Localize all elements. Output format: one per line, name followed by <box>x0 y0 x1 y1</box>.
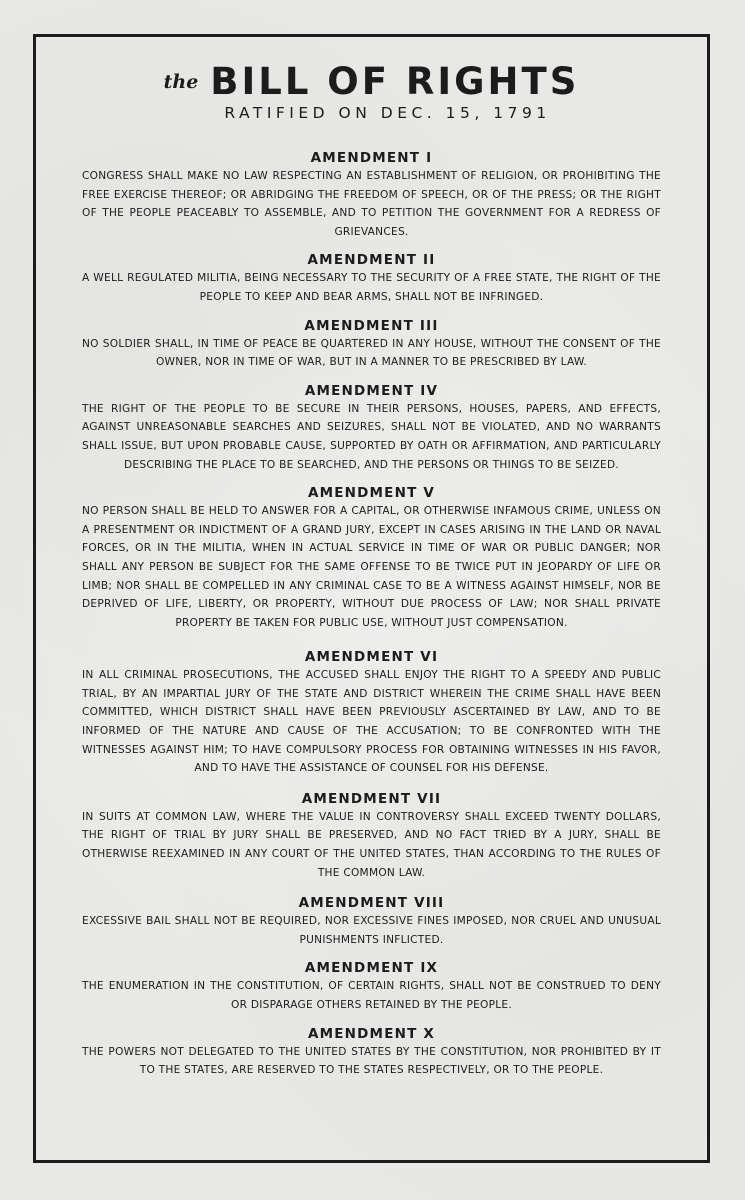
amendment-5 <box>82 484 661 632</box>
amendment-9 <box>82 959 661 1014</box>
page-subtitle: RATIFIED ON DEC. 15, 1791 <box>224 104 551 122</box>
amendment-title: AMENDMENT VIII <box>298 895 445 912</box>
amendment-title: AMENDMENT IX <box>304 960 439 977</box>
amendment-text: A WELL REGULATED MILITIA, BEING NECESSARY TO THE SECURITY OF A FREE STATE, THE RIGHT OF THE PEOPLE TO KEEP AND BEAR ARMS, SHALL NOT BE INFRINGED. <box>82 272 661 303</box>
amendment-3 <box>82 317 661 372</box>
amendment-text: NO SOLDIER SHALL, IN TIME OF PEACE BE QUARTERED IN ANY HOUSE, WITHOUT THE CONSENT OF THE OWNER, NOR IN TIME OF WAR, BUT IN A MANNER TO BE PRESCRIBED BY LAW. <box>82 337 661 369</box>
amendment-text: IN ALL CRIMINAL PROSECUTIONS, THE ACCUSED SHALL ENJOY THE RIGHT TO A SPEEDY AND PUBLIC TRIAL, BY AN IMPARTIAL JURY OF THE STATE AND DISTRICT WHEREIN THE CRIME SHALL HAVE BEEN COMMITTED, WHICH DISTRICT SHALL HAVE BEEN PREVIOUSLY ASCERTAINED BY LAW, AND TO BE INFORMED OF THE NATURE AND CAUSE OF THE ACCUSATION; TO BE CONFRONTED WITH THE WITNESSES AGAINST HIM; TO HAVE COMPULSORY PROCESS FOR OBTAINING WITNESSES IN HIS FAVOR, AND TO HAVE THE ASSISTANCE OF COUNSEL FOR HIS DEFENSE. <box>82 669 661 775</box>
amendment-1 <box>82 149 661 241</box>
title-prefix: the <box>163 71 199 93</box>
amendment-text: THE RIGHT OF THE PEOPLE TO BE SECURE IN THEIR PERSONS, HOUSES, PAPERS, AND EFFECTS, AGAINST UNREASONABLE SEARCHES AND SEIZURES, SHALL NOT BE VIOLATED, AND NO WARRANTS SHALL ISSUE, BUT UPON PROBABLE CAUSE, SUPPORTED BY OATH OR AFFIRMATION, AND PARTICULARLY DESCRIBING THE PLACE TO BE SEARCHED, AND THE PERSONS OR THINGS TO BE SEIZED. <box>82 402 661 471</box>
amendment-8 <box>82 894 661 949</box>
amendment-title: AMENDMENT VII <box>301 790 442 807</box>
amendment-text: EXCESSIVE BAIL SHALL NOT BE REQUIRED, NOR EXCESSIVE FINES IMPOSED, NOR CRUEL AND UNUSUAL PUNISHMENTS INFLICTED. <box>82 915 661 946</box>
amendment-6 <box>82 648 661 778</box>
header <box>36 62 707 122</box>
amendment-text: THE POWERS NOT DELEGATED TO THE UNITED STATES BY THE CONSTITUTION, NOR PROHIBITED BY IT TO THE STATES, ARE RESERVED TO THE STATES RESPECTIVELY, OR TO THE PEOPLE. <box>82 1045 661 1077</box>
amendment-4 <box>82 382 661 474</box>
amendment-10 <box>82 1025 661 1080</box>
amendment-title: AMENDMENT VI <box>304 649 439 666</box>
amendment-text: NO PERSON SHALL BE HELD TO ANSWER FOR A CAPITAL, OR OTHERWISE INFAMOUS CRIME, UNLESS ON A PRESENTMENT OR INDICTMENT OF A GRAND JURY, EXCEPT IN CASES ARISING IN THE LAND OR NAVAL FORCES, OR IN THE MILITIA, WHEN IN ACTUAL SERVICE IN TIME OF WAR OR PUBLIC DANGER; NOR SHALL ANY PERSON BE SUBJECT FOR THE SAME OFFENSE TO BE TWICE PUT IN JEOPARDY OF LIFE OR LIMB; NOR SHALL BE COMPELLED IN ANY CRIMINAL CASE TO BE A WITNESS AGAINST HIMSELF, NOR BE DEPRIVED OF LIFE, LIBERTY, OR PROPERTY, WITHOUT DUE PROCESS OF LAW; NOR SHALL PRIVATE PROPERTY BE TAKEN FOR PUBLIC USE, WITHOUT JUST COMPENSATION. <box>82 505 661 629</box>
title-row <box>36 62 707 102</box>
amendment-7 <box>82 790 661 882</box>
amendment-title: AMENDMENT X <box>307 1025 436 1042</box>
amendment-text: IN SUITS AT COMMON LAW, WHERE THE VALUE IN CONTROVERSY SHALL EXCEED TWENTY DOLLARS, THE RIGHT OF TRIAL BY JURY SHALL BE PRESERVED, AND NO FACT TRIED BY A JURY, SHALL BE OTHERWISE REEXAMINED IN ANY COURT OF THE UNITED STATES, THAN ACCORDING TO THE RULES OF THE COMMON LAW. <box>82 810 661 879</box>
amendment-title: AMENDMENT II <box>307 252 436 269</box>
amendment-text: THE ENUMERATION IN THE CONSTITUTION, OF CERTAIN RIGHTS, SHALL NOT BE CONSTRUED TO DENY OR DISPARAGE OTHERS RETAINED BY THE PEOPLE. <box>82 980 661 1011</box>
amendment-2 <box>82 251 661 306</box>
document-frame <box>33 34 710 1163</box>
amendment-text: CONGRESS SHALL MAKE NO LAW RESPECTING AN ESTABLISHMENT OF RELIGION, OR PROHIBITING THE FREE EXERCISE THEREOF; OR ABRIDGING THE FREEDOM OF SPEECH, OR OF THE PRESS; OR THE RIGHT OF THE PEOPLE PEACEABLY TO ASSEMBLE, AND TO PETITION THE GOVERNMENT FOR A REDRESS OF GRIEVANCES. <box>82 170 661 238</box>
amendments-list <box>82 149 661 1080</box>
amendment-title: AMENDMENT III <box>304 317 439 334</box>
amendment-title: AMENDMENT I <box>310 150 433 166</box>
page-title: BILL OF RIGHTS <box>210 60 580 103</box>
amendment-title: AMENDMENT V <box>307 485 436 502</box>
amendment-title: AMENDMENT IV <box>304 382 439 399</box>
